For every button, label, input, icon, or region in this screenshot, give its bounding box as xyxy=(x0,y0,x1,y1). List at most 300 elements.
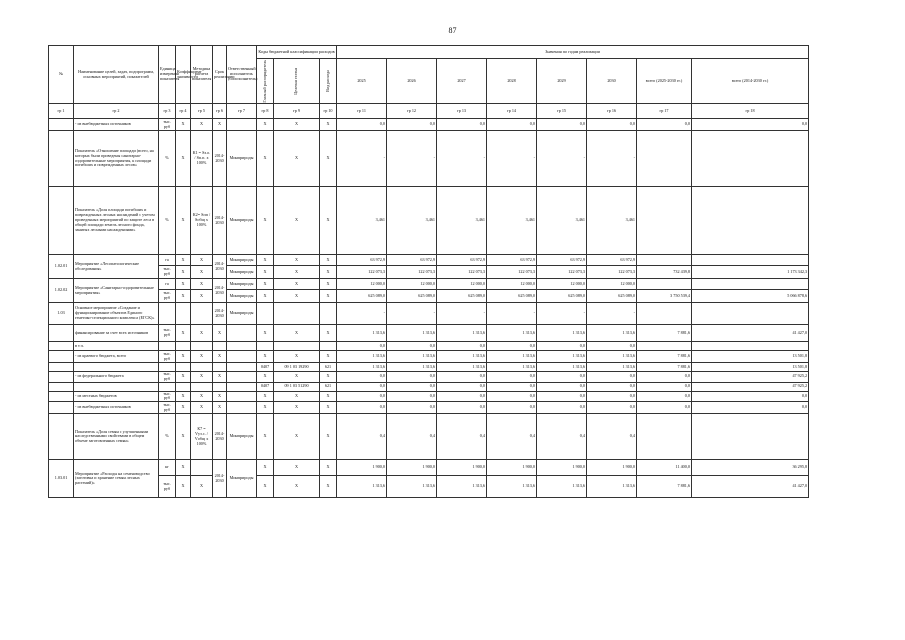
bk-cell: X xyxy=(274,266,320,279)
activity-name: Основное мероприятие «Создание и функционирование объектов Единого генетико-селекционного комплекса (ЕГСК)» xyxy=(74,303,159,325)
value-cell: - xyxy=(387,131,437,187)
col-number: гр 15 xyxy=(537,104,587,119)
value-cell: 41 427,0 xyxy=(692,325,809,342)
table-row xyxy=(49,402,809,414)
executor-cell xyxy=(227,119,257,131)
table-row xyxy=(49,131,809,187)
value-cell: 0,0 xyxy=(637,382,692,391)
coef-cell: X xyxy=(176,476,191,498)
coef-cell: X xyxy=(176,325,191,342)
table-row xyxy=(49,342,809,351)
value-cell: 0,0 xyxy=(537,391,587,402)
row-code xyxy=(49,382,74,391)
col-number: гр 11 xyxy=(337,104,387,119)
activity-name: Мероприятие «Расходы на семеноводство (заготовка и хранение семян лесных растений)» xyxy=(74,460,159,498)
value-cell xyxy=(692,131,809,187)
executor-cell: Минприроды xyxy=(227,303,257,325)
col-number: гр 6 xyxy=(213,104,227,119)
col-number: гр 8 xyxy=(257,104,274,119)
coef-cell: X xyxy=(176,279,191,290)
value-cell: 13 501,8 xyxy=(692,363,809,372)
value-cell: 0,0 xyxy=(487,391,537,402)
values-group-header: Значения по годам реализации xyxy=(337,46,809,59)
bk-cell: X xyxy=(320,460,337,476)
row-name xyxy=(74,382,159,391)
coef-cell: X xyxy=(176,372,191,383)
value-cell: - xyxy=(387,303,437,325)
value-cell: 625 089,0 xyxy=(587,290,637,303)
table-row xyxy=(49,266,809,279)
value-cell: 1 313,6 xyxy=(387,351,437,363)
bk-cell: 621 xyxy=(320,382,337,391)
table-row xyxy=(49,187,809,255)
row-name: - из местных бюджетов xyxy=(74,391,159,402)
bk-cell: X xyxy=(257,325,274,342)
method-cell xyxy=(191,382,213,391)
table-row xyxy=(49,290,809,303)
value-cell xyxy=(637,187,692,255)
value-cell: - xyxy=(487,131,537,187)
value-cell: 1 313,6 xyxy=(537,351,587,363)
term-cell xyxy=(213,363,227,372)
value-cell: 0,0 xyxy=(487,382,537,391)
bk-cell: X xyxy=(274,279,320,290)
bk-cell: X xyxy=(320,372,337,383)
value-cell: 3 750 539,4 xyxy=(637,290,692,303)
bk-cell: X xyxy=(257,460,274,476)
value-cell: 12 000,0 xyxy=(487,279,537,290)
activity-code: 1.03 xyxy=(49,303,74,325)
table-row xyxy=(49,460,809,476)
bk-col-header: Главный распорядитель xyxy=(261,59,267,103)
value-cell: 1 313,6 xyxy=(487,363,537,372)
value-cell: 1 313,6 xyxy=(587,363,637,372)
coef-cell: X xyxy=(176,119,191,131)
value-cell: 5 066 878,6 xyxy=(692,290,809,303)
method-cell: X xyxy=(191,325,213,342)
table-row xyxy=(49,119,809,131)
value-cell: 0,4 xyxy=(437,414,487,460)
value-cell: 3,461 xyxy=(537,187,587,255)
unit-cell: га xyxy=(159,279,176,290)
unit-cell: тыс. руб xyxy=(159,372,176,383)
table-row xyxy=(49,391,809,402)
table-row xyxy=(49,414,809,460)
unit-cell: % xyxy=(159,131,176,187)
bk-cell: X xyxy=(274,391,320,402)
value-cell: 1 313,6 xyxy=(487,476,537,498)
coef-cell xyxy=(176,303,191,325)
method-cell: X xyxy=(191,279,213,290)
value-cell: 1 313,6 xyxy=(337,363,387,372)
unit-cell xyxy=(159,382,176,391)
bk-cell: X xyxy=(257,255,274,266)
col-term-header: Срок реализации xyxy=(213,46,227,104)
col-number: гр 12 xyxy=(387,104,437,119)
row-name: Показатель «Отношение площади (всего, на которых были проведены санитарно-оздоровительные мероприятия, к площади погибших и поврежденных лесов» xyxy=(74,131,159,187)
table-row xyxy=(49,382,809,391)
executor-cell: Минприроды xyxy=(227,290,257,303)
value-cell: 47 925,2 xyxy=(692,382,809,391)
value-cell: 122 073,3 xyxy=(587,266,637,279)
table-row xyxy=(49,279,809,290)
col-unit-header: Единица измерения показателя xyxy=(159,46,176,104)
coef-cell: X xyxy=(176,131,191,187)
bk-cell: 0407 xyxy=(257,382,274,391)
value-cell: 0,0 xyxy=(487,342,537,351)
term-cell xyxy=(213,382,227,391)
method-cell: К7 = Vуз.с. / Vобщ х 100% xyxy=(191,414,213,460)
value-cell: 0,0 xyxy=(637,119,692,131)
method-cell xyxy=(191,342,213,351)
term-cell: 2014-2030 xyxy=(213,255,227,279)
value-cell xyxy=(692,414,809,460)
value-cell: 0,0 xyxy=(692,391,809,402)
bk-cell: X xyxy=(320,279,337,290)
value-cell: 0,4 xyxy=(537,414,587,460)
value-cell: 7 881,6 xyxy=(637,325,692,342)
row-name: - из внебюджетных источников xyxy=(74,402,159,414)
row-name: - из краевого бюджета, всего xyxy=(74,351,159,363)
unit-cell: % xyxy=(159,414,176,460)
row-code xyxy=(49,402,74,414)
bk-cell: X xyxy=(257,372,274,383)
value-cell: 0,4 xyxy=(337,414,387,460)
col-number: гр 17 xyxy=(637,104,692,119)
executor-cell: Минприроды xyxy=(227,414,257,460)
row-code xyxy=(49,391,74,402)
executor-cell xyxy=(227,351,257,363)
value-cell: 1 313,6 xyxy=(537,363,587,372)
col-number: гр 1 xyxy=(49,104,74,119)
value-cell: 0,0 xyxy=(487,372,537,383)
value-cell: 1 900,0 xyxy=(587,460,637,476)
row-code xyxy=(49,363,74,372)
activity-code: 1.03.01 xyxy=(49,460,74,498)
method-cell: X xyxy=(191,255,213,266)
bk-col-header: Вид расхода xyxy=(324,70,330,92)
value-cell: 0,0 xyxy=(437,382,487,391)
method-cell: К2= Sпп / Sобщ х 100% xyxy=(191,187,213,255)
term-cell: 2014-2030 xyxy=(213,414,227,460)
value-cell: 0,0 xyxy=(487,402,537,414)
row-name: - из федерального бюджета xyxy=(74,372,159,383)
value-cell: - xyxy=(587,303,637,325)
value-cell xyxy=(692,187,809,255)
value-cell: 1 313,6 xyxy=(537,325,587,342)
value-cell xyxy=(637,131,692,187)
bk-cell: X xyxy=(257,476,274,498)
value-cell: 732 439,8 xyxy=(637,266,692,279)
col-number: гр 16 xyxy=(587,104,637,119)
activity-name: Мероприятие «Лесопатологические обследования» xyxy=(74,255,159,279)
value-cell xyxy=(692,255,809,266)
bk-cell: X xyxy=(257,131,274,187)
unit-cell: тыс. руб xyxy=(159,351,176,363)
value-cell: 41 427,0 xyxy=(692,476,809,498)
col-number: гр 14 xyxy=(487,104,537,119)
method-cell xyxy=(191,363,213,372)
value-cell: 1 313,6 xyxy=(387,476,437,498)
value-cell: 3,461 xyxy=(337,187,387,255)
coef-cell: X xyxy=(176,255,191,266)
bk-cell: X xyxy=(274,187,320,255)
executor-cell xyxy=(227,325,257,342)
bk-cell: X xyxy=(320,391,337,402)
bk-col-header: Целевая статья xyxy=(293,67,299,95)
value-cell: 0,0 xyxy=(587,119,637,131)
value-cell: 36 295,8 xyxy=(692,460,809,476)
value-cell: 63 972,9 xyxy=(537,255,587,266)
unit-cell: тыс. руб xyxy=(159,476,176,498)
row-name: Показатель «Доля площади погибших и поврежденных лесных насаждений с учетом проведенных мероприятий по защите леса в общей площади земель лесного фонда, занятых лесными насаждениями» xyxy=(74,187,159,255)
value-cell: 1 313,6 xyxy=(587,351,637,363)
value-cell: 12 000,0 xyxy=(437,279,487,290)
value-cell: 1 313,6 xyxy=(337,476,387,498)
bk-cell: X xyxy=(274,460,320,476)
bk-cell: X xyxy=(257,279,274,290)
value-cell: 0,0 xyxy=(337,372,387,383)
value-cell: 0,0 xyxy=(692,402,809,414)
bk-cell xyxy=(274,303,320,325)
value-cell: 0,0 xyxy=(337,382,387,391)
col-method-header: Методика расчета показателя xyxy=(191,46,213,104)
row-code xyxy=(49,119,74,131)
row-code xyxy=(49,131,74,187)
row-code xyxy=(49,414,74,460)
term-cell: 2014-2030 xyxy=(213,187,227,255)
value-cell: 0,0 xyxy=(637,372,692,383)
value-cell: 0,0 xyxy=(537,119,587,131)
value-cell: 0,0 xyxy=(537,372,587,383)
method-cell: X xyxy=(191,266,213,279)
value-cell: 0,4 xyxy=(587,414,637,460)
value-cell xyxy=(637,342,692,351)
year-header: 2028 xyxy=(487,59,537,104)
col-executor-header: Ответственный исполнитель (соисполнитель) xyxy=(227,46,257,104)
bk-cell: X xyxy=(257,290,274,303)
col-number: гр 9 xyxy=(274,104,320,119)
value-cell: 63 972,9 xyxy=(337,255,387,266)
executor-cell: Минприроды xyxy=(227,460,257,498)
value-cell: 122 073,3 xyxy=(537,266,587,279)
executor-cell: Минприроды xyxy=(227,255,257,266)
executor-cell: Минприроды xyxy=(227,131,257,187)
value-cell: 0,0 xyxy=(437,342,487,351)
value-cell: 1 900,0 xyxy=(337,460,387,476)
method-cell xyxy=(191,303,213,325)
term-cell: X xyxy=(213,119,227,131)
value-cell: - xyxy=(587,131,637,187)
row-code xyxy=(49,187,74,255)
bk-cell: X xyxy=(320,414,337,460)
value-cell: - xyxy=(437,303,487,325)
value-cell: 122 073,3 xyxy=(487,266,537,279)
col-number: гр 10 xyxy=(320,104,337,119)
year-header: 2027 xyxy=(437,59,487,104)
method-cell: X xyxy=(191,402,213,414)
value-cell: 0,0 xyxy=(387,402,437,414)
value-cell: 1 173 342,3 xyxy=(692,266,809,279)
value-cell: 0,0 xyxy=(387,342,437,351)
value-cell: 0,0 xyxy=(692,119,809,131)
row-name: - из внебюджетных источников xyxy=(74,119,159,131)
table-row xyxy=(49,303,809,325)
value-cell: 3,461 xyxy=(437,187,487,255)
column-number-row xyxy=(49,104,809,119)
value-cell: 63 972,9 xyxy=(387,255,437,266)
method-cell: X xyxy=(191,290,213,303)
value-cell: 63 972,9 xyxy=(487,255,537,266)
table-body xyxy=(49,119,809,498)
value-cell: 7 881,6 xyxy=(637,363,692,372)
bk-cell: X xyxy=(257,391,274,402)
term-cell: X xyxy=(213,325,227,342)
bk-cell: X xyxy=(320,402,337,414)
value-cell: 0,0 xyxy=(587,372,637,383)
row-code xyxy=(49,351,74,363)
value-cell: 1 313,6 xyxy=(437,325,487,342)
row-name: финансирование за счет всех источников xyxy=(74,325,159,342)
table-row xyxy=(49,372,809,383)
value-cell: 0,0 xyxy=(387,372,437,383)
row-name: в т.ч. xyxy=(74,342,159,351)
bk-cell: X xyxy=(274,414,320,460)
bk-cell xyxy=(274,342,320,351)
col-coef-header: Коэффициент значимости xyxy=(176,46,191,104)
executor-cell xyxy=(227,391,257,402)
value-cell: 12 000,0 xyxy=(337,279,387,290)
row-code xyxy=(49,325,74,342)
value-cell: - xyxy=(487,303,537,325)
method-cell xyxy=(191,460,213,476)
value-cell: 122 073,3 xyxy=(337,266,387,279)
col-number: гр 7 xyxy=(227,104,257,119)
value-cell xyxy=(692,342,809,351)
bk-group-header: Коды бюджетной классификации расходов xyxy=(257,46,337,59)
col-number: гр 4 xyxy=(176,104,191,119)
value-cell: 0,0 xyxy=(387,382,437,391)
bk-cell: X xyxy=(257,266,274,279)
bk-cell: X xyxy=(320,476,337,498)
coef-cell: X xyxy=(176,414,191,460)
method-cell: X xyxy=(191,372,213,383)
col-num-header: № xyxy=(49,46,74,104)
value-cell: - xyxy=(537,131,587,187)
value-cell: 0,0 xyxy=(587,342,637,351)
page-number: 87 xyxy=(448,26,457,35)
value-cell: 0,0 xyxy=(587,402,637,414)
unit-cell xyxy=(159,303,176,325)
coef-cell: X xyxy=(176,391,191,402)
unit-cell: тыс. руб xyxy=(159,402,176,414)
bk-cell: X xyxy=(320,119,337,131)
value-cell: 12 000,0 xyxy=(387,279,437,290)
value-cell: 122 073,3 xyxy=(387,266,437,279)
unit-cell: тыс. руб xyxy=(159,391,176,402)
value-cell: 3,461 xyxy=(487,187,537,255)
col-number: гр 13 xyxy=(437,104,487,119)
executor-cell: Минприроды xyxy=(227,266,257,279)
col-number: гр 3 xyxy=(159,104,176,119)
term-cell: 2014-2030 xyxy=(213,303,227,325)
value-cell: 13 501,8 xyxy=(692,351,809,363)
value-cell: 625 089,0 xyxy=(337,290,387,303)
value-cell: 63 972,9 xyxy=(587,255,637,266)
value-cell: 122 073,3 xyxy=(437,266,487,279)
value-cell: 1 313,6 xyxy=(587,476,637,498)
coef-cell: X xyxy=(176,402,191,414)
activity-name: Мероприятие «Санитарно-оздоровительные мероприятия» xyxy=(74,279,159,303)
bk-cell xyxy=(320,303,337,325)
value-cell: 0,0 xyxy=(537,382,587,391)
term-cell xyxy=(213,342,227,351)
unit-cell: тыс. руб xyxy=(159,119,176,131)
executor-cell xyxy=(227,382,257,391)
year-header: 2026 xyxy=(387,59,437,104)
value-cell: 47 925,2 xyxy=(692,372,809,383)
value-cell: 0,0 xyxy=(437,372,487,383)
bk-cell: X xyxy=(320,351,337,363)
table-row xyxy=(49,255,809,266)
value-cell: 1 900,0 xyxy=(487,460,537,476)
row-code xyxy=(49,342,74,351)
unit-cell xyxy=(159,342,176,351)
value-cell: 1 313,6 xyxy=(487,325,537,342)
bk-cell: X xyxy=(320,187,337,255)
bk-cell: X xyxy=(274,476,320,498)
coef-cell: X xyxy=(176,351,191,363)
method-cell: X xyxy=(191,476,213,498)
col-name-header: Наименование целей, задач, подпрограмм, основных мероприятий, показателей xyxy=(74,46,159,104)
value-cell: 1 900,0 xyxy=(437,460,487,476)
unit-cell: % xyxy=(159,187,176,255)
unit-cell: га xyxy=(159,255,176,266)
value-cell: 0,0 xyxy=(387,119,437,131)
value-cell: 1 313,6 xyxy=(587,325,637,342)
col-number: гр 2 xyxy=(74,104,159,119)
col-number: гр 5 xyxy=(191,104,213,119)
value-cell: 1 900,0 xyxy=(537,460,587,476)
total-header: всего (2025-2030 гг.) xyxy=(637,59,692,104)
value-cell: 1 313,6 xyxy=(387,325,437,342)
value-cell xyxy=(692,279,809,290)
executor-cell xyxy=(227,402,257,414)
bk-cell: X xyxy=(274,290,320,303)
bk-cell: X xyxy=(257,402,274,414)
value-cell: 1 313,6 xyxy=(487,351,537,363)
col-number: гр 18 xyxy=(692,104,809,119)
term-cell: 2014-2030 xyxy=(213,279,227,303)
executor-cell xyxy=(227,363,257,372)
value-cell xyxy=(637,279,692,290)
bk-cell: 0407 xyxy=(257,363,274,372)
value-cell xyxy=(637,255,692,266)
executor-cell xyxy=(227,342,257,351)
year-header: 2030 xyxy=(587,59,637,104)
value-cell: 1 313,6 xyxy=(337,351,387,363)
value-cell: - xyxy=(337,131,387,187)
coef-cell: X xyxy=(176,290,191,303)
program-table xyxy=(48,45,809,498)
row-name xyxy=(74,363,159,372)
value-cell: 1 313,6 xyxy=(437,363,487,372)
table-header xyxy=(49,46,809,119)
value-cell: - xyxy=(337,303,387,325)
table-row xyxy=(49,325,809,342)
coef-cell: X xyxy=(176,266,191,279)
bk-cell: X xyxy=(320,325,337,342)
